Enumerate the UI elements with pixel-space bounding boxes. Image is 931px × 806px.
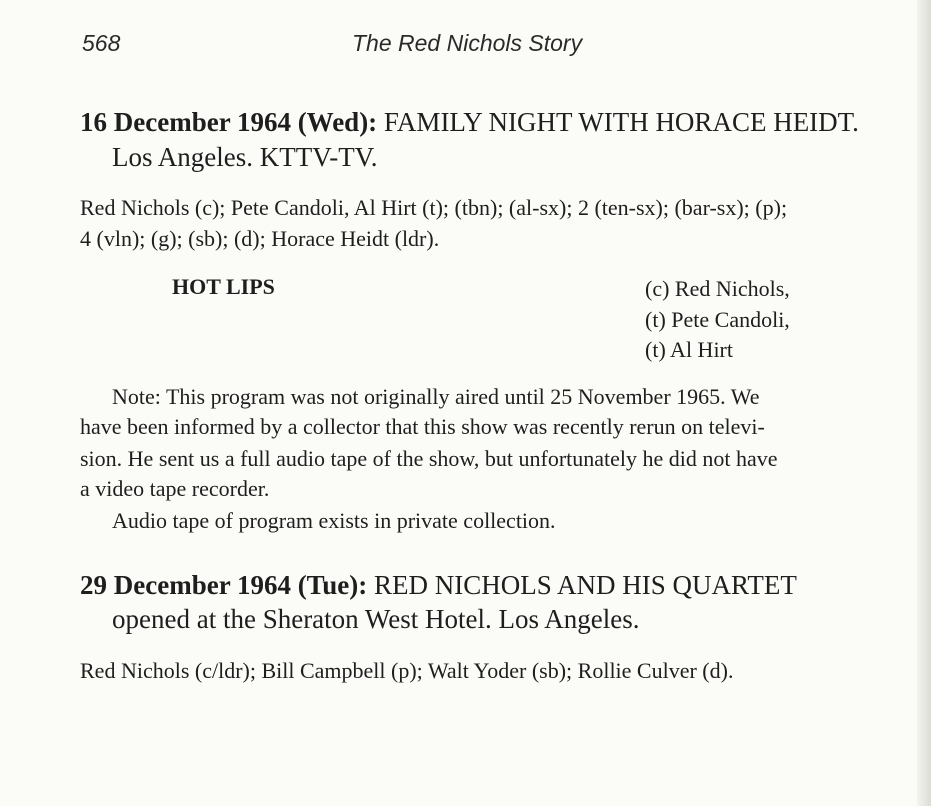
tune-title: HOT LIPS [172,274,275,299]
running-header-title: The Red Nichols Story [352,30,583,56]
entry-2-personnel: Red Nichols (c/ldr); Bill Campbell (p); Walt Yoder (sb); Rollie Culver (d). [80,658,734,683]
entry-1-heading [80,106,859,138]
entry-2-title: RED NICHOLS AND HIS QUARTET [367,570,797,600]
entry-1-title: FAMILY NIGHT WITH HORACE HEIDT. [377,107,859,137]
solo-credit: (t) Pete Candoli, [645,307,790,332]
entry-2-heading [80,569,797,601]
audio-tape-note: Audio tape of program exists in private collection. [112,508,556,533]
entry-1-location: Los Angeles. KTTV-TV. [112,142,378,172]
solo-credit: (t) Al Hirt [645,337,733,362]
entry-2-date: 29 December 1964 (Tue): [80,570,368,600]
note-line-4: a video tape recorder. [80,476,270,501]
page-edge-shadow [917,0,931,806]
page-number: 568 [82,30,121,56]
entry-1-date: 16 December 1964 (Wed): [80,107,378,137]
entry-1-personnel-line-1: Red Nichols (c); Pete Candoli, Al Hirt (t); (tbn); (al-sx); 2 (ten-sx); (bar-sx); (p); [80,195,788,220]
entry-2-location: opened at the Sheraton West Hotel. Los Angeles. [112,604,640,634]
solo-credit: (c) Red Nichols, [645,276,790,301]
entry-1-personnel-line-2: 4 (vln); (g); (sb); (d); Horace Heidt (ldr). [80,226,440,251]
note-line-3: sion. He sent us a full audio tape of the show, but unfortunately he did not have [80,446,778,471]
note-line-2: have been informed by a collector that this show was recently rerun on televi- [80,414,765,439]
note-line-1: Note: This program was not originally aired until 25 November 1965. We [112,384,760,409]
